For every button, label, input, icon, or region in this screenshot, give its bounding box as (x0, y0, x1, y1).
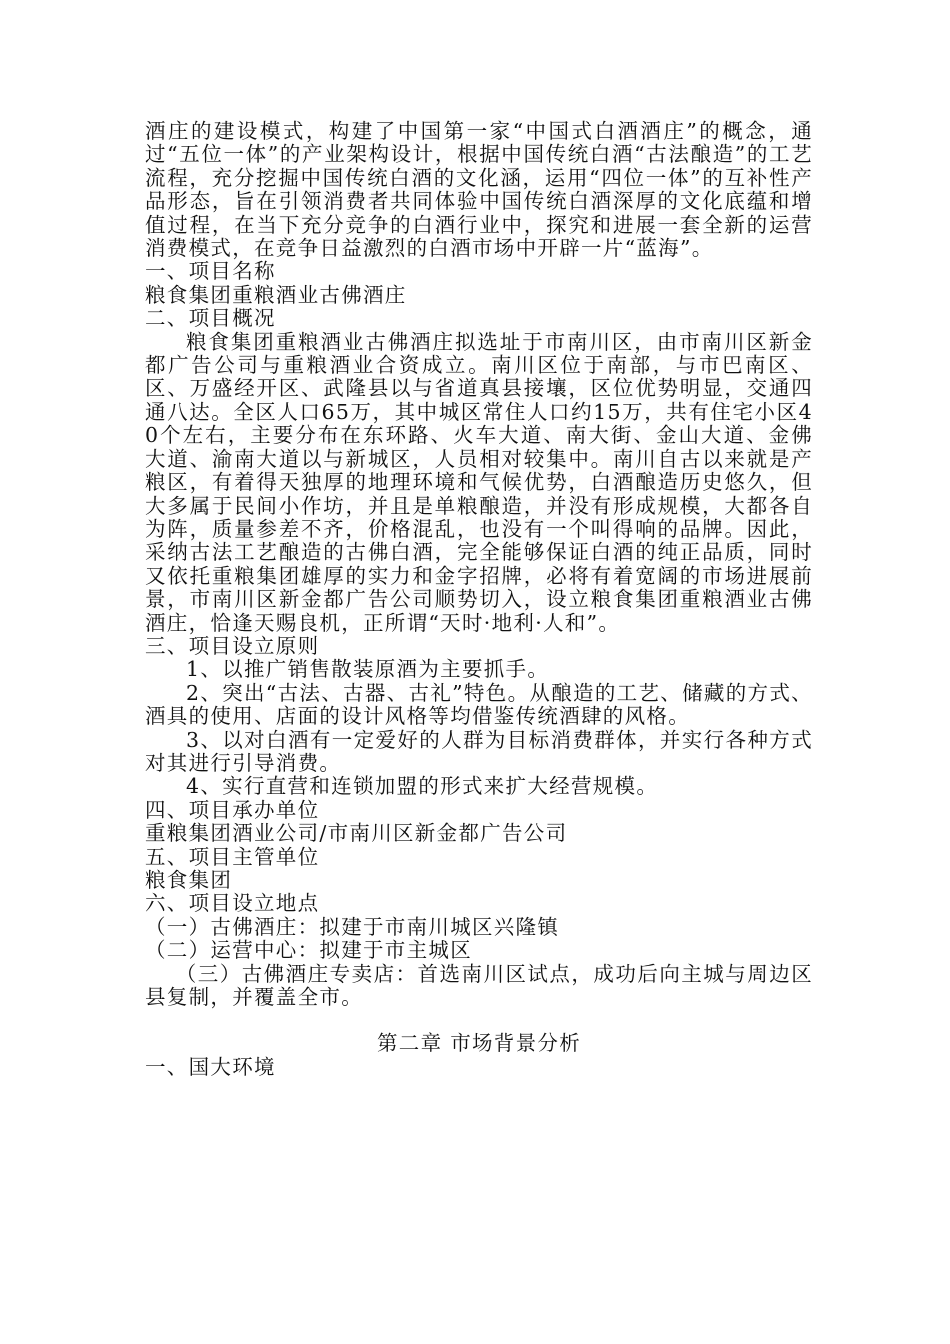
section-heading-organizer: 四、项目承办单位 (145, 797, 320, 822)
section-heading-supervisor: 五、项目主管单位 (145, 844, 320, 869)
section-heading-location: 六、项目设立地点 (145, 891, 320, 916)
intro-paragraph: 酒庄的建设模式，构建了中国第一家“中国式白酒酒庄”的概念，通过“五位一体”的产业架构设计，根据中国传统白酒“古法酿造”的工艺流程，充分挖掘中国传统白酒的文化涵，运用“四位一体”的互补性产品形态，旨在引领消费者共同体验中国传统白酒深厚的文化底蕴和增值过程，在当下充分竞争的白酒行业中，探究和进展一套全新的运营消费模式，在竞争日益激烈的白酒市场中开辟一片“蓝海”。 (145, 119, 813, 261)
principle-item-1: 1、以推广销售散装原酒为主要抓手。 (186, 657, 550, 682)
location-item-1: （一）古佛酒庄：拟建于市南川城区兴隆镇 (145, 914, 560, 939)
organizer-text: 重粮集团酒业公司/市南川区新金都广告公司 (145, 821, 568, 846)
project-name-text: 粮食集团重粮酒业古佛酒庄 (145, 282, 407, 307)
principle-item-3: 3、以对白酒有一定爱好的人群为目标消费群体，并实行各种方式对其进行引导消费。 (145, 727, 813, 775)
document-body (145, 120, 813, 1079)
project-overview-paragraph: 粮食集团重粮酒业古佛酒庄拟选址于市南川区，由市南川区新金都广告公司与重粮酒业合资成立。南川区位于南部，与市巴南区、区、万盛经开区、武隆县以与省道真县接壤，区位优势明显，交通四通八达。全区人口65万，其中城区常住人口约15万，共有住宅小区40个左右，主要分布在东环路、火车大道、南大街、金山大道、金佛大道、渝南大道以与新城区，人员相对较集中。南川自古以来就是产粮区，有着得天独厚的地理环境和气候优势，白酒酿造历史悠久，但大多属于民间小作坊，并且是单粮酿造，并没有形成规模，大都各自为阵，质量参差不齐，价格混乱，也没有一个叫得响的品牌。因此，采纳古法工艺酿造的古佛白酒，完全能够保证白酒的纯正品质，同时又依托重粮集团雄厚的实力和金字招牌，必将有着宽阔的市场进展前景，市南川区新金都广告公司顺势切入，设立粮食集团重粮酒业古佛酒庄，恰逢天赐良机，正所谓“天时·地利·人和”。 (145, 329, 813, 635)
location-item-2: （二）运营中心：拟建于市主城区 (145, 938, 472, 963)
section-heading-project-overview: 二、项目概况 (145, 306, 276, 331)
supervisor-text: 粮食集团 (145, 868, 233, 892)
location-item-3: （三）古佛酒庄专卖店：首选南川区试点，成功后向主城与周边区县复制，并覆盖全市。 (145, 961, 813, 1010)
section-heading-principles: 三、项目设立原则 (145, 633, 320, 658)
principle-item-4: 4、实行直营和连锁加盟的形式来扩大经营规模。 (186, 774, 659, 799)
principle-item-2: 2、突出“古法、古器、古礼”特色。从酿造的工艺、储藏的方式、酒具的使用、店面的设计风格等均借鉴传统酒肆的风格。 (145, 680, 813, 729)
section-heading-project-name: 一、项目名称 (145, 259, 276, 284)
chapter-heading: 第二章 市场背景分析 (376, 1031, 582, 1056)
section-heading-macro-environment: 一、国大环境 (145, 1054, 276, 1079)
